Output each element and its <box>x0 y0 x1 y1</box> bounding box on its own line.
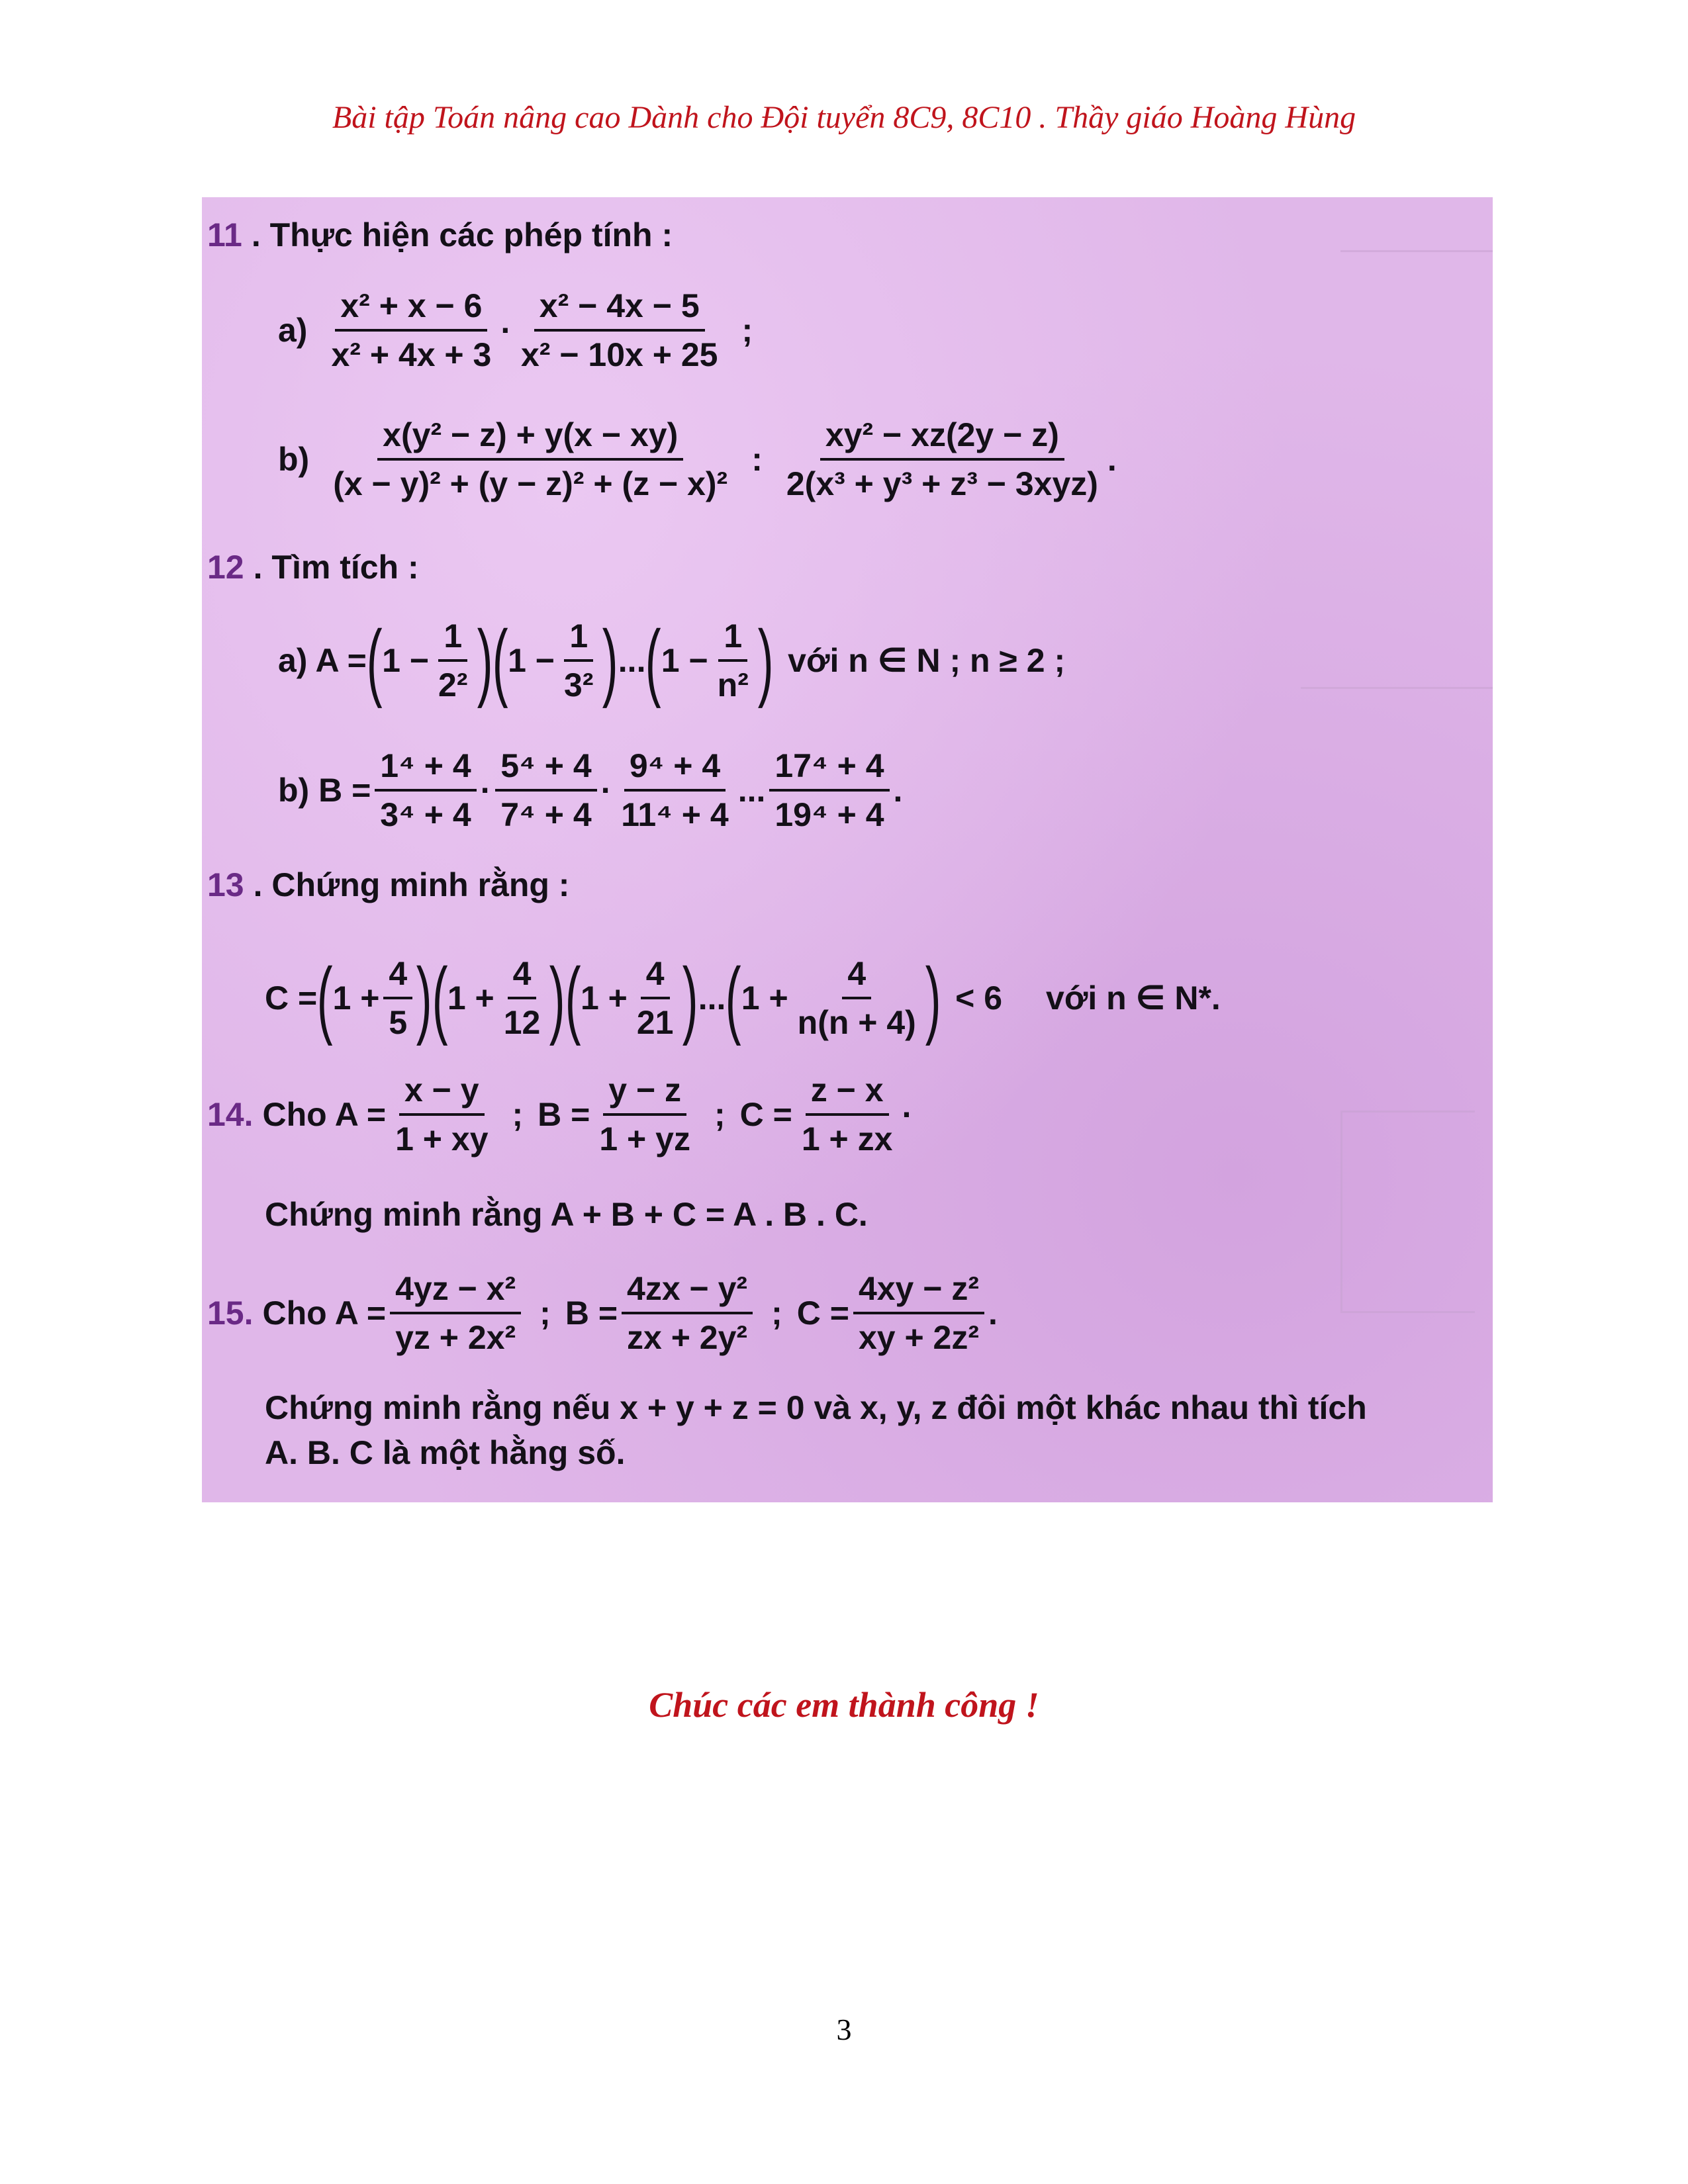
fraction: $\frac{1}{\text{3²}}$ <box>564 617 594 704</box>
numerator: x(y² − z) + y(x − xy) <box>377 416 683 461</box>
fraction: $\frac{\text{17⁴ + 4}}{\text{19⁴ + 4}}$ <box>769 747 889 834</box>
problem-title: . Chứng minh rằng : <box>253 866 570 903</box>
separator: ; <box>741 312 753 349</box>
fraction: $\frac{\text{4yz − x²}}{\text{yz + 2x²}}$ <box>390 1269 521 1357</box>
problem-15-statement-line2: A. B. C là một hằng số. <box>265 1434 626 1471</box>
part-label: b) B = <box>278 772 371 809</box>
fraction: $\frac{y - z}{1 + yz}$ <box>599 1071 690 1158</box>
fraction: $\frac{z - x}{1 + zx}$ <box>801 1071 893 1158</box>
c-label: C = <box>265 979 318 1017</box>
problem-number: 13 <box>207 866 244 903</box>
part-label: b) <box>278 441 310 478</box>
condition: với n ∈ N ; n ≥ 2 ; <box>788 642 1066 679</box>
problem-number: 12 <box>207 549 244 586</box>
problem-12-title <box>207 548 419 586</box>
problem-12a: a) A = ( 1 − $\frac{1}{\text{2²}}$ ) ( 1 − $\frac{1}{\text{3²}}$ ) ... ( 1 − $\frac{1}{\text{n²}}$ ) với n ∈ N ; n ≥ 2 ; <box>278 612 1066 709</box>
problem-12b: b) B = $\frac{\text{1⁴ + 4}}{\text{3⁴ + 4}}$ · $\frac{\text{5⁴ + 4}}{\text{7⁴ + 4}}$ · $\frac{\text{9⁴ + 4}}{\text{11⁴ + 4}}$ ... $\frac{\text{17⁴ + 4}}{\text{19⁴ + 4}}$ . <box>278 747 903 833</box>
operator: : <box>751 441 763 478</box>
problem-11-title <box>207 216 673 254</box>
problem-title: . Tìm tích : <box>253 549 419 586</box>
fraction: $\frac{\text{4xy − z²}}{\text{xy + 2z²}}$ <box>853 1269 984 1357</box>
problem-14-statement: Chứng minh rằng A + B + C = A . B . C. <box>265 1196 868 1233</box>
fraction <box>516 287 723 374</box>
fraction: $\frac{1}{\text{n²}}$ <box>717 617 749 704</box>
problem-14-definitions: 14. Cho A = $\frac{x - y}{1 + xy}$ ; B = $\frac{y - z}{1 + yz}$ ; C = $\frac{z - x}{1 + zx}$ · <box>207 1071 914 1158</box>
problem-13-expression: C = ( 1 + $\frac{4}{5}$ ) ( 1 + $\frac{4}{12}$ ) ( 1 + $\frac{4}{21}$ ) ... ( 1 + $\frac{4}{n(n + 4)}$ ) < 6 với n ∈ N*. <box>265 950 1221 1046</box>
fraction <box>781 416 1103 503</box>
fraction: $\frac{4}{12}$ <box>503 955 541 1041</box>
separator: . <box>1107 441 1117 478</box>
closing-message: Chúc các em thành công ! <box>649 1685 1039 1725</box>
numerator: x² − 4x − 5 <box>534 287 705 332</box>
problem-title: . Thực hiện các phép tính : <box>251 216 673 253</box>
problem-15-statement-line1: Chứng minh rằng nếu x + y + z = 0 và x, y, z đôi một khác nhau thì tích <box>265 1389 1367 1426</box>
denominator: 2(x³ + y³ + z³ − 3xyz) <box>786 465 1098 502</box>
condition: với n ∈ N*. <box>1046 979 1221 1017</box>
operator: · <box>500 312 512 349</box>
fraction: $\frac{4}{5}$ <box>383 954 412 1042</box>
problem-number: 15. <box>207 1295 254 1332</box>
problem-15-definitions: 15. Cho A = $\frac{\text{4yz − x²}}{\text{yz + 2x²}}$ ; B = $\frac{\text{4zx − y²}}{\text{zx + 2y²}}$ ; C = $\frac{\text{4xy − z²}}{\text{xy + 2z²}}$ . <box>207 1270 998 1356</box>
problem-11b <box>278 416 1117 503</box>
page-header: Bài tập Toán nâng cao Dành cho Đội tuyển 8C9, 8C10 . Thầy giáo Hoàng Hùng <box>332 100 1356 135</box>
problem-13-title <box>207 866 569 904</box>
fraction: $\frac{\text{5⁴ + 4}}{\text{7⁴ + 4}}$ <box>495 747 596 834</box>
denominator: x² − 10x + 25 <box>520 336 718 373</box>
problem-11a <box>278 287 753 374</box>
fraction: $\frac{x - y}{1 + xy}$ <box>395 1071 489 1158</box>
fraction: $\frac{\text{4zx − y²}}{\text{zx + 2y²}}$ <box>622 1269 753 1357</box>
fraction: $\frac{1}{\text{2²}}$ <box>438 617 468 704</box>
inequality: < 6 <box>955 979 1003 1017</box>
denominator: x² + 4x + 3 <box>331 336 492 373</box>
fraction <box>328 416 733 503</box>
fraction <box>326 287 496 374</box>
numerator: xy² − xz(2y − z) <box>820 416 1064 461</box>
numerator: x² + x − 6 <box>335 287 487 332</box>
fraction: $\frac{4}{n(n + 4)}$ <box>797 955 916 1041</box>
fraction: $\frac{4}{21}$ <box>636 955 674 1041</box>
problem-number: 14. <box>207 1096 254 1133</box>
fraction: $\frac{\text{9⁴ + 4}}{\text{11⁴ + 4}}$ <box>621 747 729 833</box>
part-label: a) A = <box>278 642 367 679</box>
page-number: 3 <box>836 2013 852 2046</box>
denominator: (x − y)² + (y − z)² + (z − x)² <box>333 465 728 502</box>
part-label: a) <box>278 312 308 349</box>
scanned-exercise-image <box>202 197 1493 1502</box>
fraction: $\frac{\text{1⁴ + 4}}{\text{3⁴ + 4}}$ <box>375 747 476 834</box>
problem-number: 11 <box>207 216 242 253</box>
